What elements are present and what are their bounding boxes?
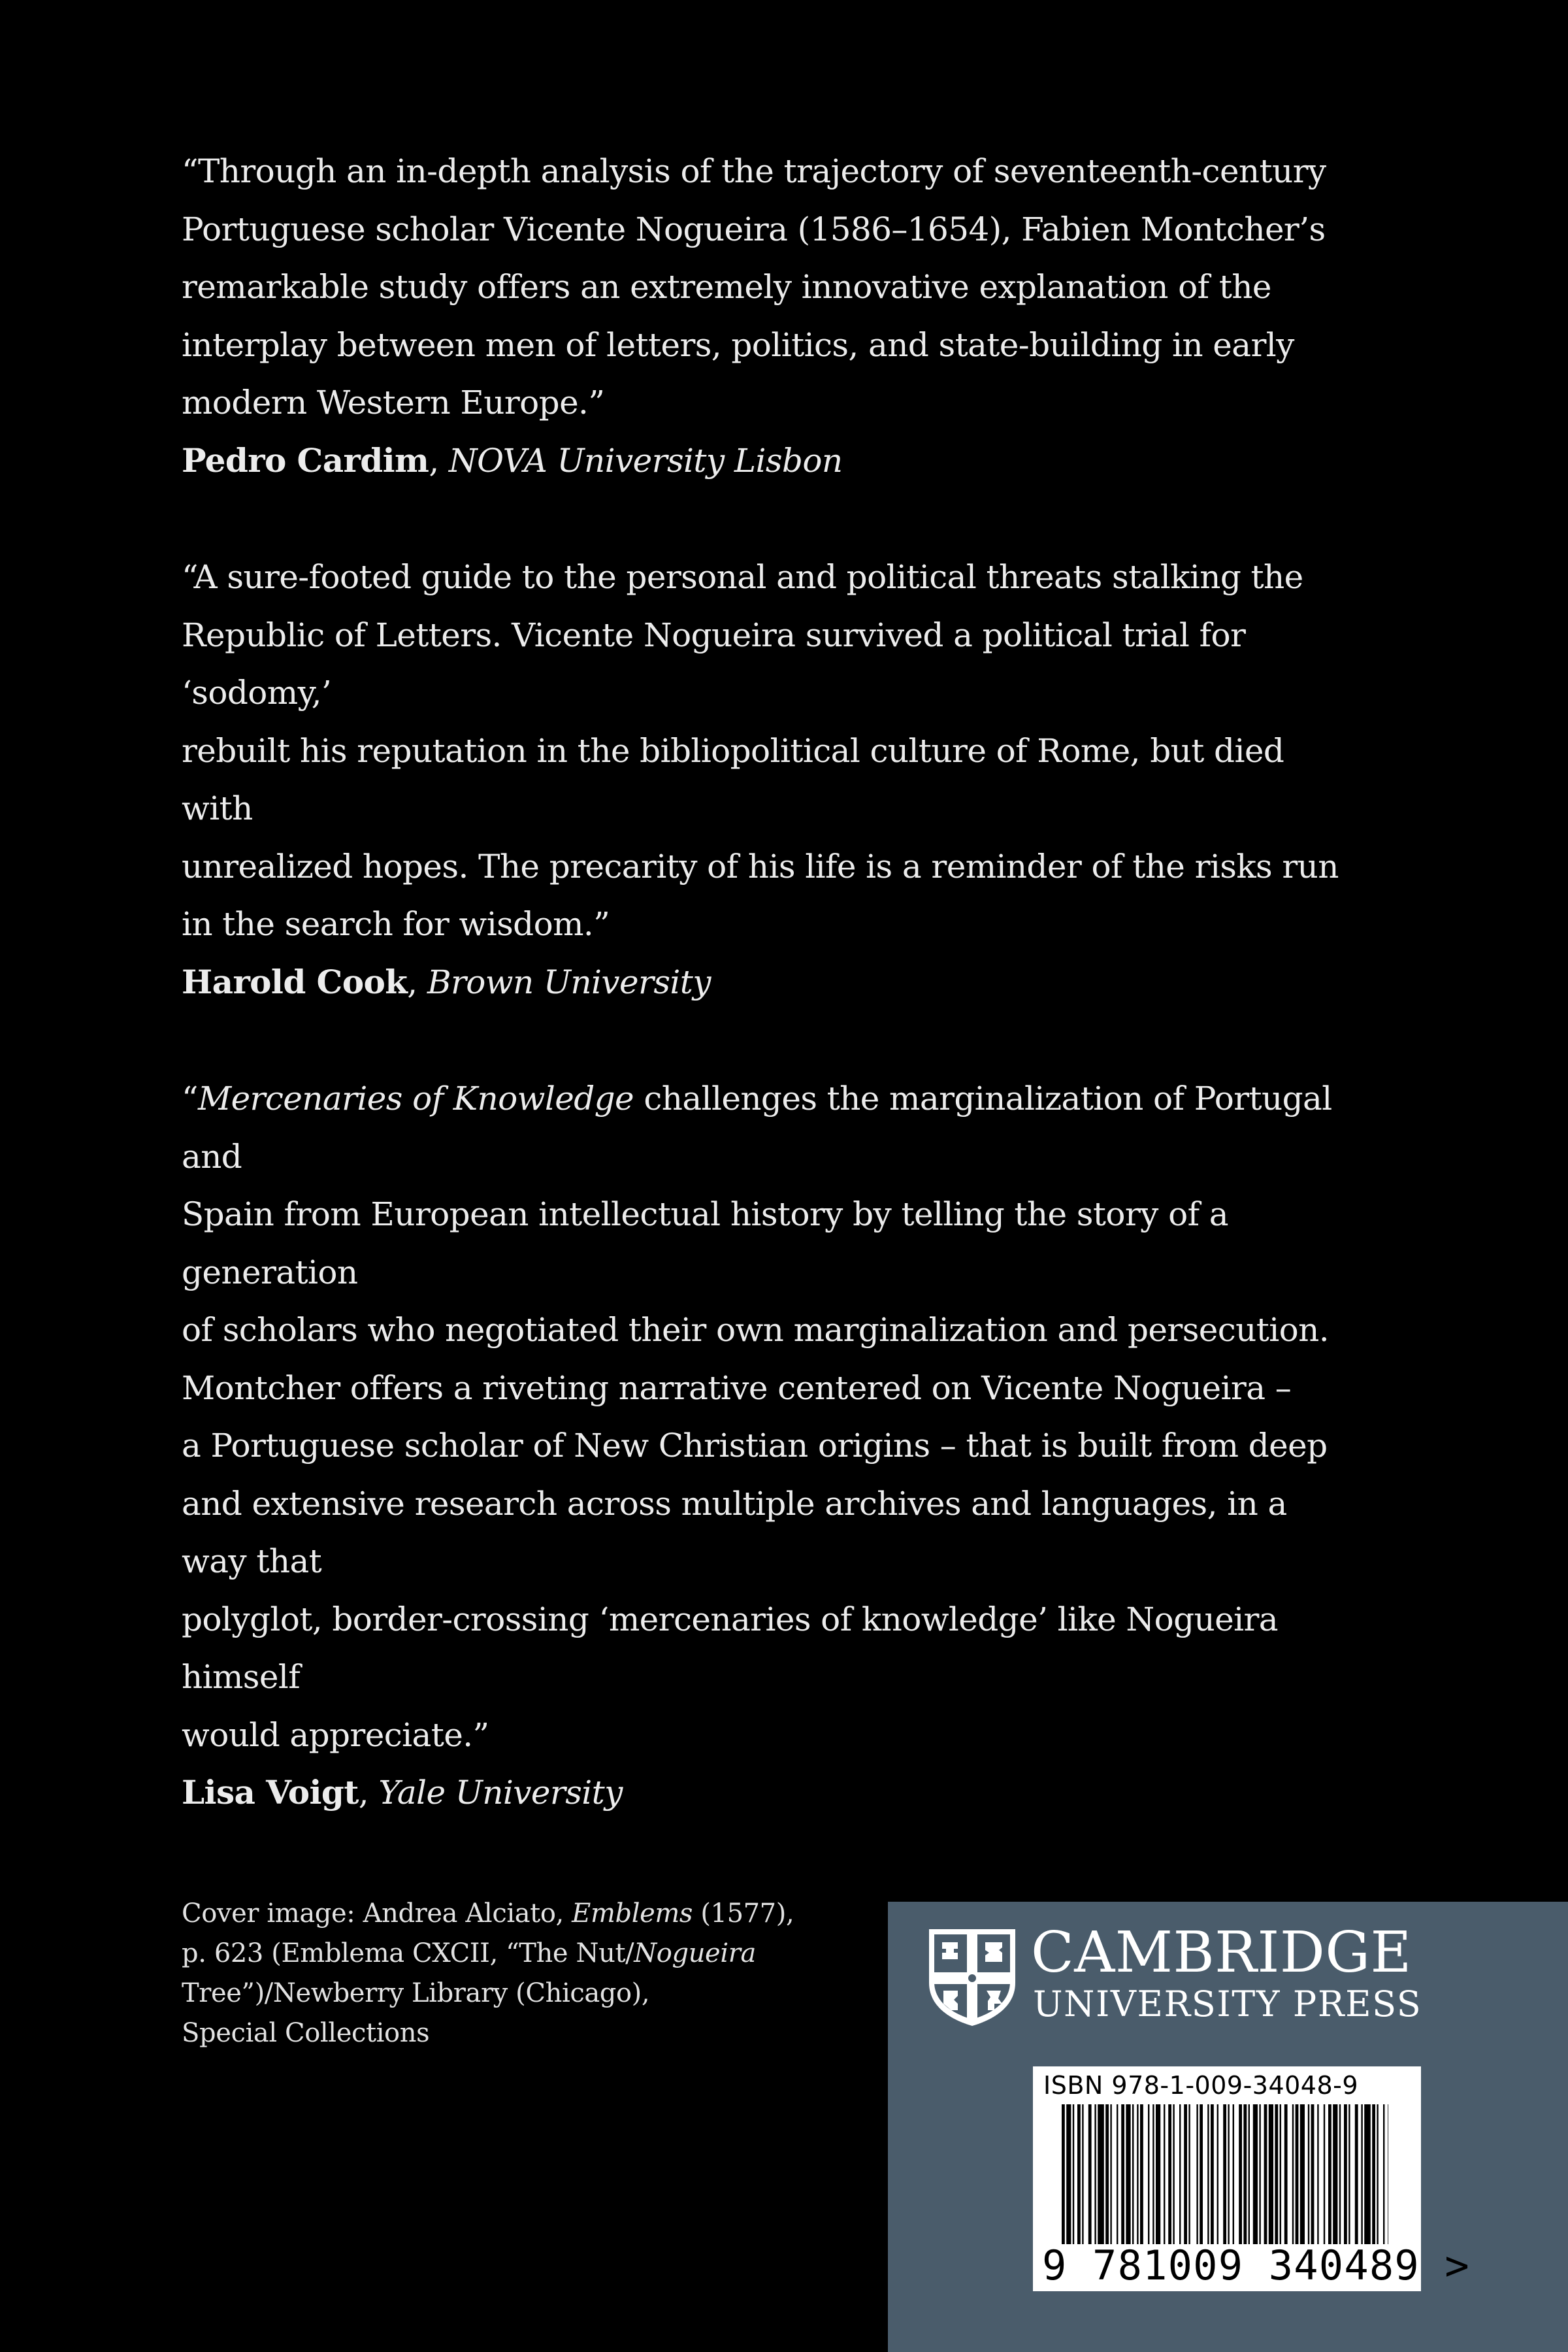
attribution-separator: ,: [429, 441, 449, 480]
quote-text: challenges the marginalization of Portugal and Spain from European intellectual history by telling the story of a generation of scholars who negotiated their own marginalization and persecution. Montcher offers a riveting narrative centered on Vicente Nogueira – a Portuguese scholar of New Christian origins – that is built from deep and extensive research across multiple archives and languages, in a way that polyglot, border-crossing ‘mercenaries of knowledge’ like Nogueira himself would appreciate.”: [182, 1080, 1332, 1754]
cambridge-shield-icon: [926, 1927, 1018, 2029]
barcode-bar: [1098, 2104, 1104, 2244]
credit-title: Emblems: [572, 1898, 693, 1929]
barcode-bar: [1073, 2104, 1074, 2244]
barcode-bars: [1062, 2104, 1388, 2244]
barcode-bar: [1200, 2104, 1203, 2244]
isbn-digits: 9 781009 340489 >: [1042, 2242, 1470, 2289]
barcode-bar: [1361, 2104, 1362, 2244]
barcode-bar: [1269, 2104, 1273, 2244]
barcode-bar: [1333, 2104, 1337, 2244]
barcode-bar: [1121, 2104, 1124, 2244]
attribution-separator: ,: [358, 1774, 379, 1812]
barcode-bar: [1253, 2104, 1258, 2244]
endorsement-quote: “Through an in-depth analysis of the trajectory of seventeenth-century Portuguese scholar Vicente Nogueira (1586–1654), Fabien Montcher’s remarkable study offers an extremely innovative explanation of the interplay between men of letters, politics, and state-building in early modern Western Europe.”: [182, 152, 1326, 422]
barcode-bar: [1249, 2104, 1250, 2244]
barcode-bar: [1137, 2104, 1138, 2244]
endorsement-cardim: [182, 142, 1358, 489]
barcode-bar: [1296, 2104, 1299, 2244]
endorser-institution: Brown University: [427, 963, 711, 1001]
barcode-bar: [1348, 2104, 1350, 2244]
credit-text: (1577), p. 623 (Emblema CXCII, “The Nut/: [182, 1898, 794, 1968]
book-title: Mercenaries of Knowledge: [197, 1080, 634, 1118]
publisher-panel: [888, 1902, 1568, 2352]
publisher-subtitle: UNIVERSITY PRESS: [1033, 1983, 1422, 2025]
endorsement-voigt: [182, 1070, 1358, 1822]
barcode-bar: [1066, 2104, 1071, 2244]
barcode-bar: [1228, 2104, 1229, 2244]
barcode-bar: [1344, 2104, 1347, 2244]
barcode-bar: [1280, 2104, 1281, 2244]
endorser-name: Pedro Cardim: [182, 440, 429, 480]
endorsement-cook: [182, 548, 1358, 1011]
endorser-institution: Yale University: [378, 1774, 623, 1812]
barcode-bar: [1311, 2104, 1315, 2244]
barcode-bar: [1292, 2104, 1294, 2244]
endorser-name: Harold Cook: [182, 962, 408, 1001]
barcode-bar: [1184, 2104, 1187, 2244]
barcode-bar: [1207, 2104, 1209, 2244]
barcode-bar: [1117, 2104, 1118, 2244]
barcode-bar: [1364, 2104, 1371, 2244]
endorser-institution: NOVA University Lisbon: [448, 441, 843, 480]
cover-image-credit: [182, 1894, 835, 2053]
isbn-label: ISBN 978-1-009-34048-9: [1043, 2071, 1359, 2100]
barcode-bar: [1239, 2104, 1242, 2244]
barcode-bar: [1275, 2104, 1278, 2244]
barcode-bar: [1377, 2104, 1378, 2244]
barcode-bar: [1105, 2104, 1109, 2244]
barcode-bar: [1339, 2104, 1341, 2244]
barcode-bar: [1164, 2104, 1165, 2244]
barcode-bar: [1110, 2104, 1111, 2244]
credit-text: Cover image: Andrea Alciato,: [182, 1898, 572, 1929]
barcode-bar: [1126, 2104, 1130, 2244]
barcode-bar: [1140, 2104, 1143, 2244]
barcode-bar: [1264, 2104, 1267, 2244]
barcode-bar: [1243, 2104, 1247, 2244]
barcode-bar: [1152, 2104, 1154, 2244]
barcode-bar: [1188, 2104, 1190, 2244]
endorser-name: Lisa Voigt: [182, 1773, 359, 1812]
endorsement-quote: [182, 1070, 1358, 1764]
isbn-barcode: [1033, 2066, 1470, 2291]
credit-italic: Nogueira: [634, 1938, 756, 1968]
barcode-bar: [1168, 2104, 1171, 2244]
barcode-bar: [1317, 2104, 1318, 2244]
barcode-bar: [1284, 2104, 1288, 2244]
barcode-bar: [1217, 2104, 1218, 2244]
barcode-bar: [1383, 2104, 1384, 2244]
barcode-bar: [1088, 2104, 1092, 2244]
barcode-bar: [1179, 2104, 1181, 2244]
barcode-bar: [1211, 2104, 1214, 2244]
barcode-bar: [1077, 2104, 1081, 2244]
barcode-bar: [1308, 2104, 1309, 2244]
barcode-bar: [1132, 2104, 1134, 2244]
endorsement-attribution: [182, 1764, 1358, 1822]
barcode-bar: [1223, 2104, 1226, 2244]
open-quote: “: [182, 1080, 198, 1118]
barcode-bar: [1324, 2104, 1325, 2244]
barcode-bar: [1094, 2104, 1096, 2244]
barcode-bar: [1062, 2104, 1065, 2244]
publisher-name: CAMBRIDGE: [1031, 1920, 1412, 1985]
barcode-bar: [1300, 2104, 1305, 2244]
endorsement-attribution: [182, 432, 1358, 490]
barcode-bar: [1372, 2104, 1375, 2244]
credit-text: Tree”)/Newberry Library (Chicago), Special Collections: [182, 1978, 650, 2048]
barcode-bar: [1233, 2104, 1234, 2244]
barcode-bar: [1082, 2104, 1083, 2244]
endorsement-quote: “A sure-footed guide to the personal and political threats stalking the Republic of Letters. Vicente Nogueira survived a political trial for ‘sodomy,’ rebuilt his reputation in the bibliopolitical culture of Rome, but died with unrealized hopes. The precarity of his life is a reminder of the risks run in the search for wisdom.”: [182, 558, 1339, 943]
attribution-separator: ,: [407, 963, 427, 1001]
barcode-bar: [1328, 2104, 1331, 2244]
endorsement-attribution: [182, 953, 1358, 1012]
endorsements: [182, 142, 1358, 1881]
barcode-bar: [1156, 2104, 1160, 2244]
barcode-bar: [1173, 2104, 1174, 2244]
barcode-bar: [1148, 2104, 1149, 2244]
barcode-bar: [1259, 2104, 1260, 2244]
barcode-bar: [1355, 2104, 1358, 2244]
barcode-bar: [1196, 2104, 1198, 2244]
